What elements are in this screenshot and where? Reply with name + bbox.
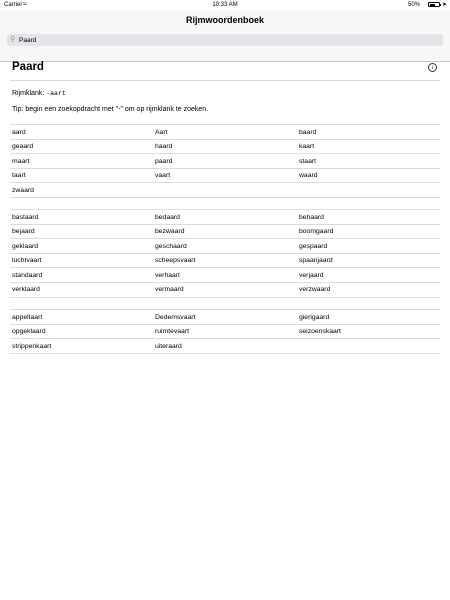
rhyme-word[interactable]: paard: [155, 157, 173, 165]
divider: [10, 80, 440, 81]
table-row: [10, 169, 440, 184]
rhyme-word[interactable]: appeltaart: [12, 313, 43, 321]
rhyme-word[interactable]: geschaard: [155, 242, 187, 250]
rhyme-word[interactable]: bastaard: [12, 213, 39, 221]
table-row: [10, 209, 440, 225]
table-row: [10, 183, 440, 198]
table-row: [10, 225, 440, 240]
table-row: [10, 154, 440, 169]
rhyme-word[interactable]: vermaard: [155, 286, 184, 294]
table-row: [10, 140, 440, 155]
word-title: Paard: [12, 61, 44, 73]
table-row: [10, 124, 440, 140]
rhyme-word[interactable]: waard: [299, 172, 318, 180]
rhyme-word[interactable]: Aart: [155, 128, 168, 136]
table-row: [10, 254, 440, 269]
carrier-label: Carrier: [4, 2, 23, 8]
rhyme-word[interactable]: bejaard: [12, 228, 35, 236]
rhyme-word[interactable]: boomgaard: [299, 228, 334, 236]
rhyme-word[interactable]: geklaard: [12, 242, 39, 250]
rhyme-word[interactable]: verklaard: [12, 286, 40, 294]
rhyme-word[interactable]: seizoenskaart: [299, 328, 341, 336]
battery-icon: [428, 2, 440, 7]
rhyme-word[interactable]: aard: [12, 128, 26, 136]
rhyme-group: [10, 309, 440, 354]
rhyme-word[interactable]: zwaard: [12, 186, 34, 194]
search-tip: Tip: begin een zoekopdracht met "-" om op rijmklank te zoeken.: [12, 106, 209, 113]
rhyme-label: Rijmklank:: [12, 90, 45, 97]
rhyme-word[interactable]: maart: [12, 157, 30, 165]
rhyme-word[interactable]: taart: [12, 172, 26, 180]
rhyme-group: [10, 209, 440, 298]
rhyme-word[interactable]: opgeklaard: [12, 328, 46, 336]
rhyme-word[interactable]: gierigaard: [299, 313, 330, 321]
status-bar: [0, 0, 450, 10]
app-title: Rijmwoordenboek: [185, 15, 264, 25]
rhyme-word[interactable]: vaart: [155, 172, 171, 180]
rhyme-sound-line: [12, 90, 66, 97]
wifi-icon: ≈: [23, 1, 27, 8]
table-row: [10, 325, 440, 340]
rhyme-word[interactable]: baard: [299, 128, 317, 136]
rhyme-word[interactable]: strippenkaart: [12, 342, 52, 350]
rhyme-word[interactable]: Dedemsvaart: [155, 313, 196, 321]
rhyme-word[interactable]: standaard: [12, 271, 43, 279]
rhyme-word[interactable]: haard: [155, 143, 173, 151]
rhyme-word[interactable]: verhaart: [155, 271, 180, 279]
battery-percentage: 50%: [407, 2, 420, 8]
rhyme-word[interactable]: behaard: [299, 213, 324, 221]
navigation-bar: [0, 10, 450, 62]
charging-icon: ➤: [441, 2, 447, 8]
rhyme-word[interactable]: uiteraard: [155, 342, 182, 350]
rhyme-group: [10, 124, 440, 198]
rhyme-word[interactable]: bedaard: [155, 213, 180, 221]
rhyme-word[interactable]: ruimtevaart: [155, 328, 189, 336]
rhyme-word[interactable]: geaard: [12, 143, 34, 151]
rhyme-word[interactable]: verzwaard: [299, 286, 331, 294]
clock: 10:33 AM: [212, 2, 238, 8]
table-row: [10, 268, 440, 283]
rhyme-word[interactable]: spaanjaard: [299, 257, 333, 265]
rhyme-word[interactable]: bezwaard: [155, 228, 185, 236]
table-row: [10, 309, 440, 325]
search-input[interactable]: [19, 34, 419, 46]
rhyme-word[interactable]: gespaard: [299, 242, 328, 250]
table-row: [10, 239, 440, 254]
rhyme-sound: -aart: [46, 90, 66, 97]
rhyme-word[interactable]: staart: [299, 157, 316, 165]
search-bar[interactable]: [7, 34, 443, 46]
table-row: [10, 283, 440, 298]
rhyme-word[interactable]: verjaard: [299, 271, 324, 279]
rhyme-word[interactable]: kaart: [299, 143, 315, 151]
rhyme-word[interactable]: scheepsvaart: [155, 257, 196, 265]
info-icon[interactable]: i: [428, 63, 437, 72]
table-row: [10, 339, 440, 354]
search-icon: ⚲: [10, 36, 16, 43]
rhyme-word[interactable]: luchtvaart: [12, 257, 42, 265]
